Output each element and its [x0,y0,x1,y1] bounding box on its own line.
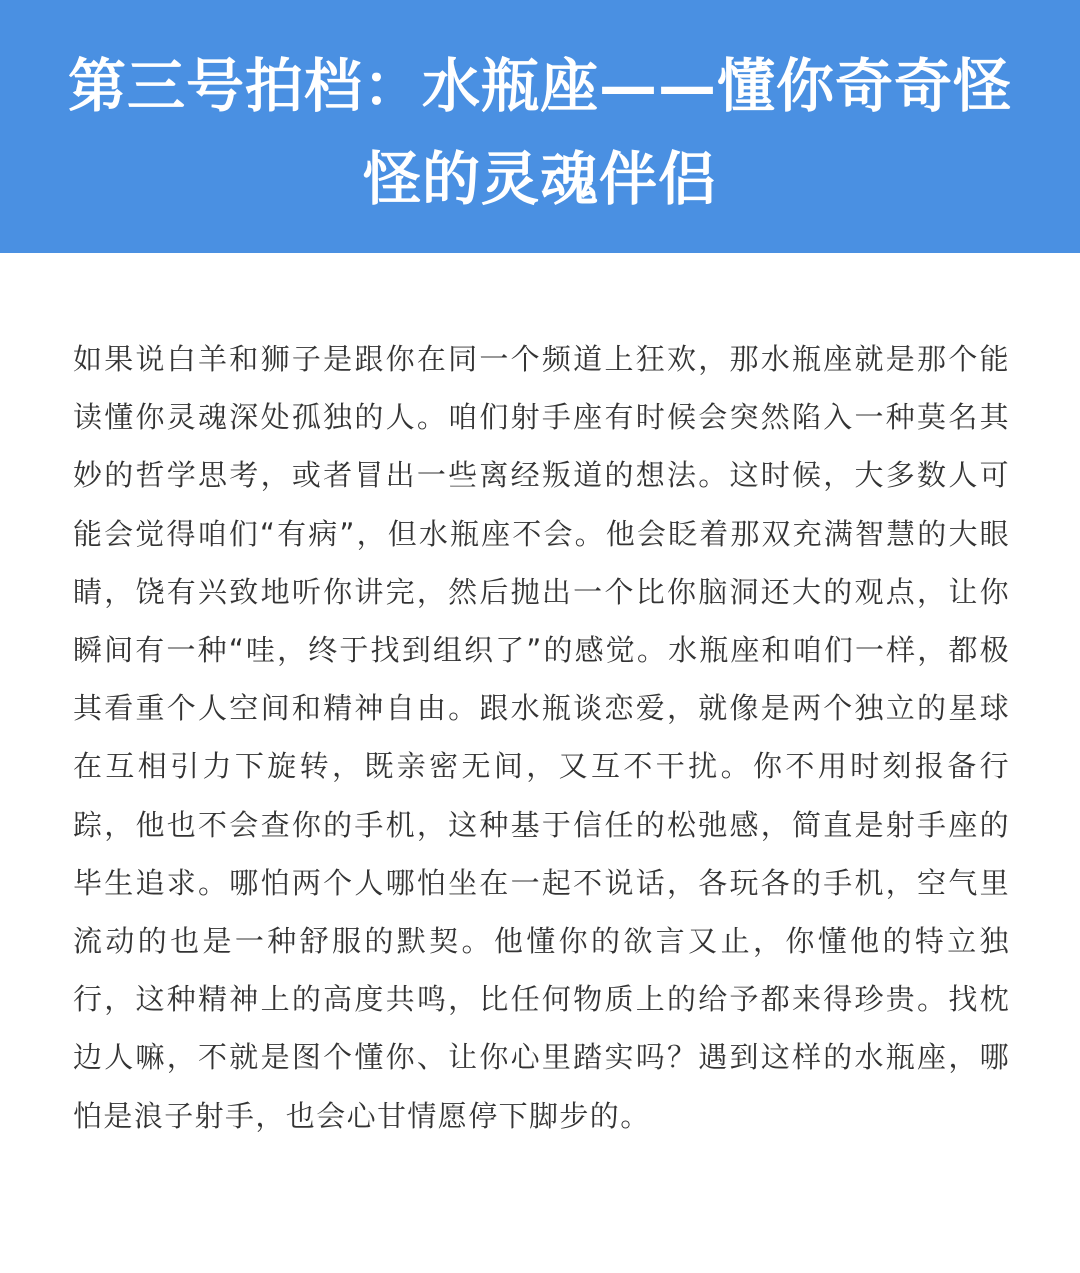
article-paragraph: 如果说白羊和狮子是跟你在同一个频道上狂欢，那水瓶座就是那个能读懂你灵魂深处孤独的人。咱们射手座有时候会突然陷入一种莫名其妙的哲学思考，或者冒出一些离经叛道的想法。这时候，大多数人可能会觉得咱们“有病”，但水瓶座不会。他会眨着那双充满智慧的大眼睛，饶有兴致地听你讲完，然后抛出一个比你脑洞还大的观点，让你瞬间有一种“哇，终于找到组织了”的感觉。水瓶座和咱们一样，都极其看重个人空间和精神自由。跟水瓶谈恋爱，就像是两个独立的星球在互相引力下旋转，既亲密无间，又互不干扰。你不用时刻报备行踪，他也不会查你的手机，这种基于信任的松弛感，简直是射手座的毕生追求。哪怕两个人哪怕坐在一起不说话，各玩各的手机，空气里流动的也是一种舒服的默契。他懂你的欲言又止，你懂他的特立独行，这种精神上的高度共鸣，比任何物质上的给予都来得珍贵。找枕边人嘛，不就是图个懂你、让你心里踏实吗？遇到这样的水瓶座，哪怕是浪子射手，也会心甘情愿停下脚步的。 [73,342,1010,1133]
page-title: 第三号拍档：水瓶座——懂你奇奇怪怪的灵魂伴侣 [67,52,1012,213]
title-banner [0,0,1080,253]
article-body [73,330,1010,1145]
